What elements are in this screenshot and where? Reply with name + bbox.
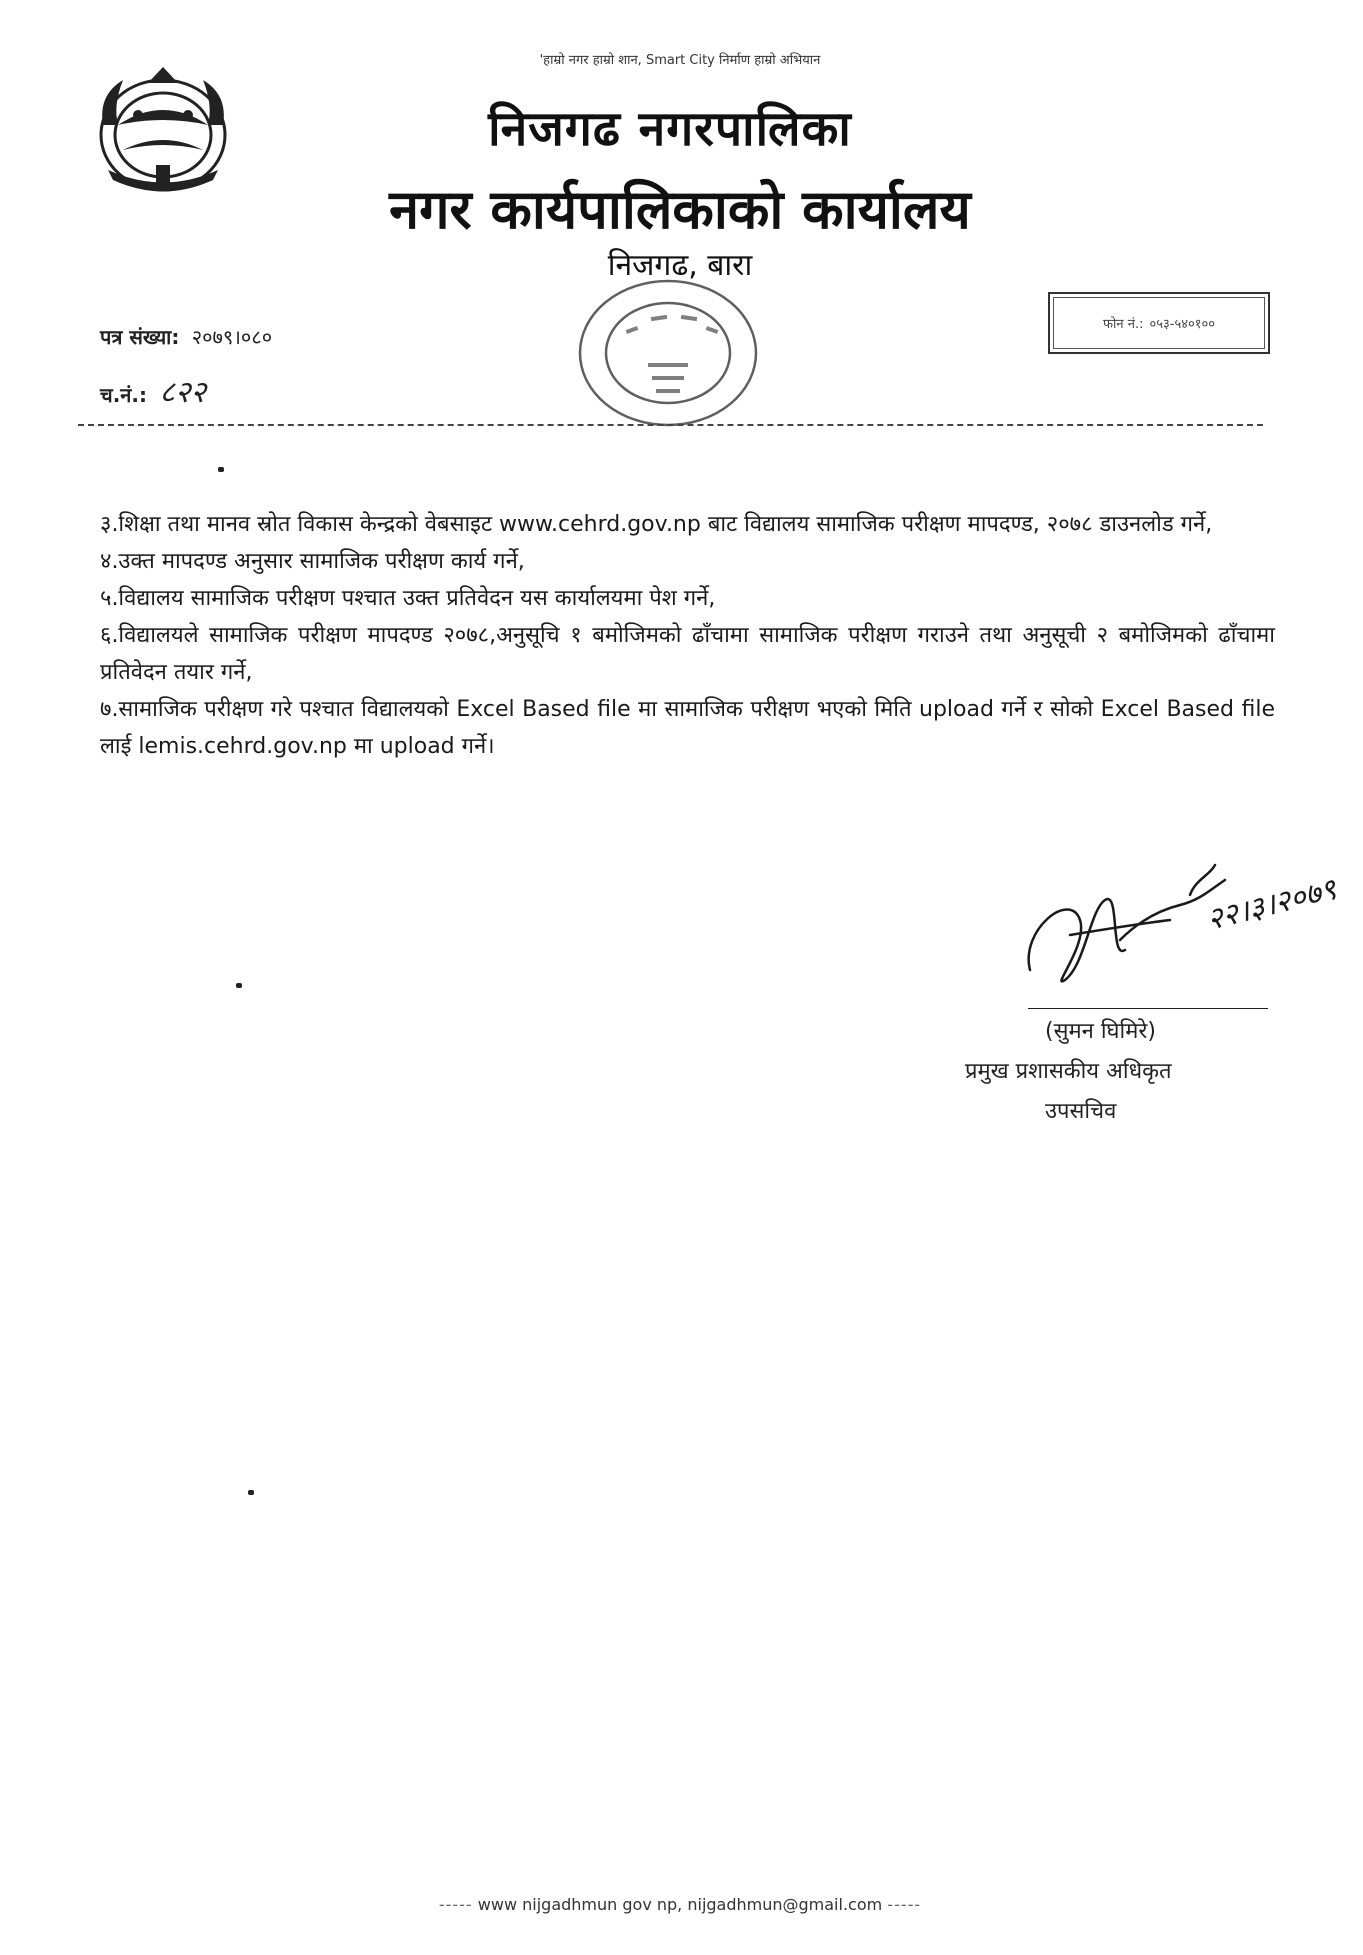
signatory-name: (सुमन घिमिरे) xyxy=(1045,1019,1156,1044)
signature-date: २२।३।२०७९ xyxy=(1203,871,1340,938)
chalani-number-value: ८२२ xyxy=(159,375,207,410)
signature-line xyxy=(1028,1008,1268,1009)
slogan: 'हाम्रो नगर हाम्रो शान, Smart City निर्माण हाम्रो अभियान xyxy=(539,53,821,68)
letter-body xyxy=(100,506,1275,765)
chalani-number-label: च.नं.: xyxy=(100,383,147,407)
punch-mark xyxy=(236,983,242,988)
header-divider xyxy=(78,424,1263,426)
signatory-subtitle: उपसचिव xyxy=(1045,1099,1117,1124)
footer-contact xyxy=(360,1895,1000,1914)
footer-contact-text: www nijgadhmun gov np, nijgadhmun@gmail.com xyxy=(477,1895,883,1914)
footer-dash-right: ----- xyxy=(887,1895,922,1914)
footer-dash-left: ----- xyxy=(438,1895,473,1914)
office-name: नगर कार्यपालिकाको कार्यालय xyxy=(389,178,971,241)
municipality-name: निजगढ नगरपालिका xyxy=(488,101,852,157)
body-item: ४.उक्त मापदण्ड अनुसार सामाजिक परीक्षण कार्य गर्ने, xyxy=(100,549,525,574)
patra-sankhya-label: पत्र संख्या: xyxy=(100,325,180,349)
patra-sankhya xyxy=(100,323,272,350)
punch-mark xyxy=(248,1490,254,1495)
office-location: निजगढ, बारा xyxy=(607,248,753,283)
body-item: ७.सामाजिक परीक्षण गरे पश्चात विद्यालयको Excel Based file मा सामाजिक परीक्षण भएको मिति upload गर्ने र सोको Excel Based file लाई lemis.cehrd.gov.np मा upload गर्ने। xyxy=(100,697,1275,759)
chalani-number xyxy=(100,370,206,411)
signatory-title: प्रमुख प्रशासकीय अधिकृत xyxy=(965,1059,1172,1084)
body-item: ६.विद्यालयले सामाजिक परीक्षण मापदण्ड २०७८,अनुसूचि १ बमोजिमको ढाँचामा सामाजिक परीक्षण गराउने तथा अनुसूची २ बमोजिमको ढाँचामा प्रतिवेदन तयार गर्ने, xyxy=(100,623,1275,685)
body-item: ३.शिक्षा तथा मानव स्रोत विकास केन्द्रको वेबसाइट www.cehrd.gov.np बाट विद्यालय सामाजिक परीक्षण मापदण्ड, २०७८ डाउनलोड गर्ने, xyxy=(100,512,1213,537)
patra-sankhya-value: २०७९।०८० xyxy=(191,325,273,349)
body-item: ५.विद्यालय सामाजिक परीक्षण पश्चात उक्त प्रतिवेदन यस कार्यालयमा पेश गर्ने, xyxy=(100,586,716,611)
nepal-emblem-icon xyxy=(78,55,248,205)
signature-icon xyxy=(1010,850,1340,1020)
phone-box xyxy=(1048,292,1270,354)
phone-label: फोन नं.: xyxy=(1103,317,1144,332)
official-stamp-icon xyxy=(556,268,776,438)
punch-mark xyxy=(218,467,224,472)
phone-number: ०५३-५४०१०० xyxy=(1149,317,1215,332)
